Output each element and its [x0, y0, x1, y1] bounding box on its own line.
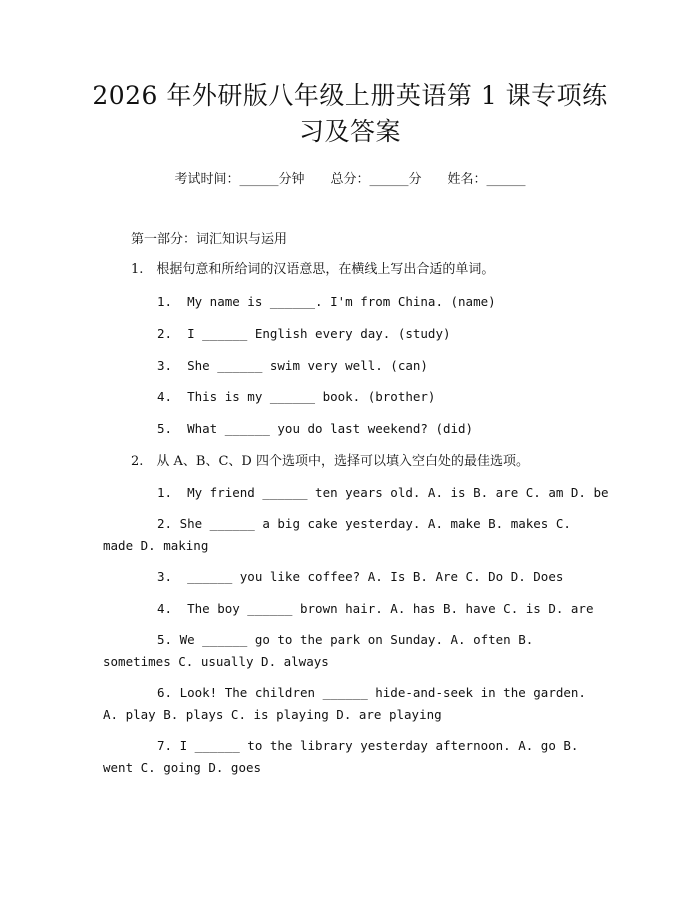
q1-item-5: 5. What ______ you do last weekend? (did)	[157, 421, 474, 436]
q2-item-2: 2. She ______ a big cake yesterday. A. make B. makes C. made D. making	[103, 516, 571, 553]
exam-meta: 考试时间：______分钟 总分：______分 姓名：______	[174, 172, 526, 187]
q2-item-3: 3. ______ you like coffee? A. Is B. Are C. Do D. Does	[157, 569, 564, 584]
q1-item-3: 3. She ______ swim very well. (can)	[157, 358, 428, 373]
q1-item-2: 2. I ______ English every day. (study)	[157, 326, 451, 341]
section-heading: 第一部分：词汇知识与运用	[131, 232, 288, 247]
question-1-instruction: 1. 根据句意和所给词的汉语意思，在横线上写出合适的单词。	[131, 262, 495, 277]
q2-item-4: 4. The boy ______ brown hair. A. has B. have C. is D. are	[157, 601, 594, 616]
q2-item-6: 6. Look! The children ______ hide-and-seek in the garden. A. play B. plays C. is playing D. are playing	[103, 685, 586, 722]
q1-item-1: 1. My name is ______. I'm from China. (name)	[157, 294, 496, 309]
q2-item-7: 7. I ______ to the library yesterday afternoon. A. go B. went C. going D. goes	[103, 738, 579, 775]
document-title: 2026 年外研版八年级上册英语第 1 课专项练习及答案	[92, 81, 608, 146]
question-2-instruction: 2. 从 A、B、C、D 四个选项中，选择可以填入空白处的最佳选项。	[131, 454, 529, 469]
q2-item-5: 5. We ______ go to the park on Sunday. A. often B. sometimes C. usually D. always	[103, 632, 534, 669]
q2-item-1: 1. My friend ______ ten years old. A. is B. are C. am D. be	[157, 485, 609, 500]
q1-item-4: 4. This is my ______ book. (brother)	[157, 389, 436, 404]
